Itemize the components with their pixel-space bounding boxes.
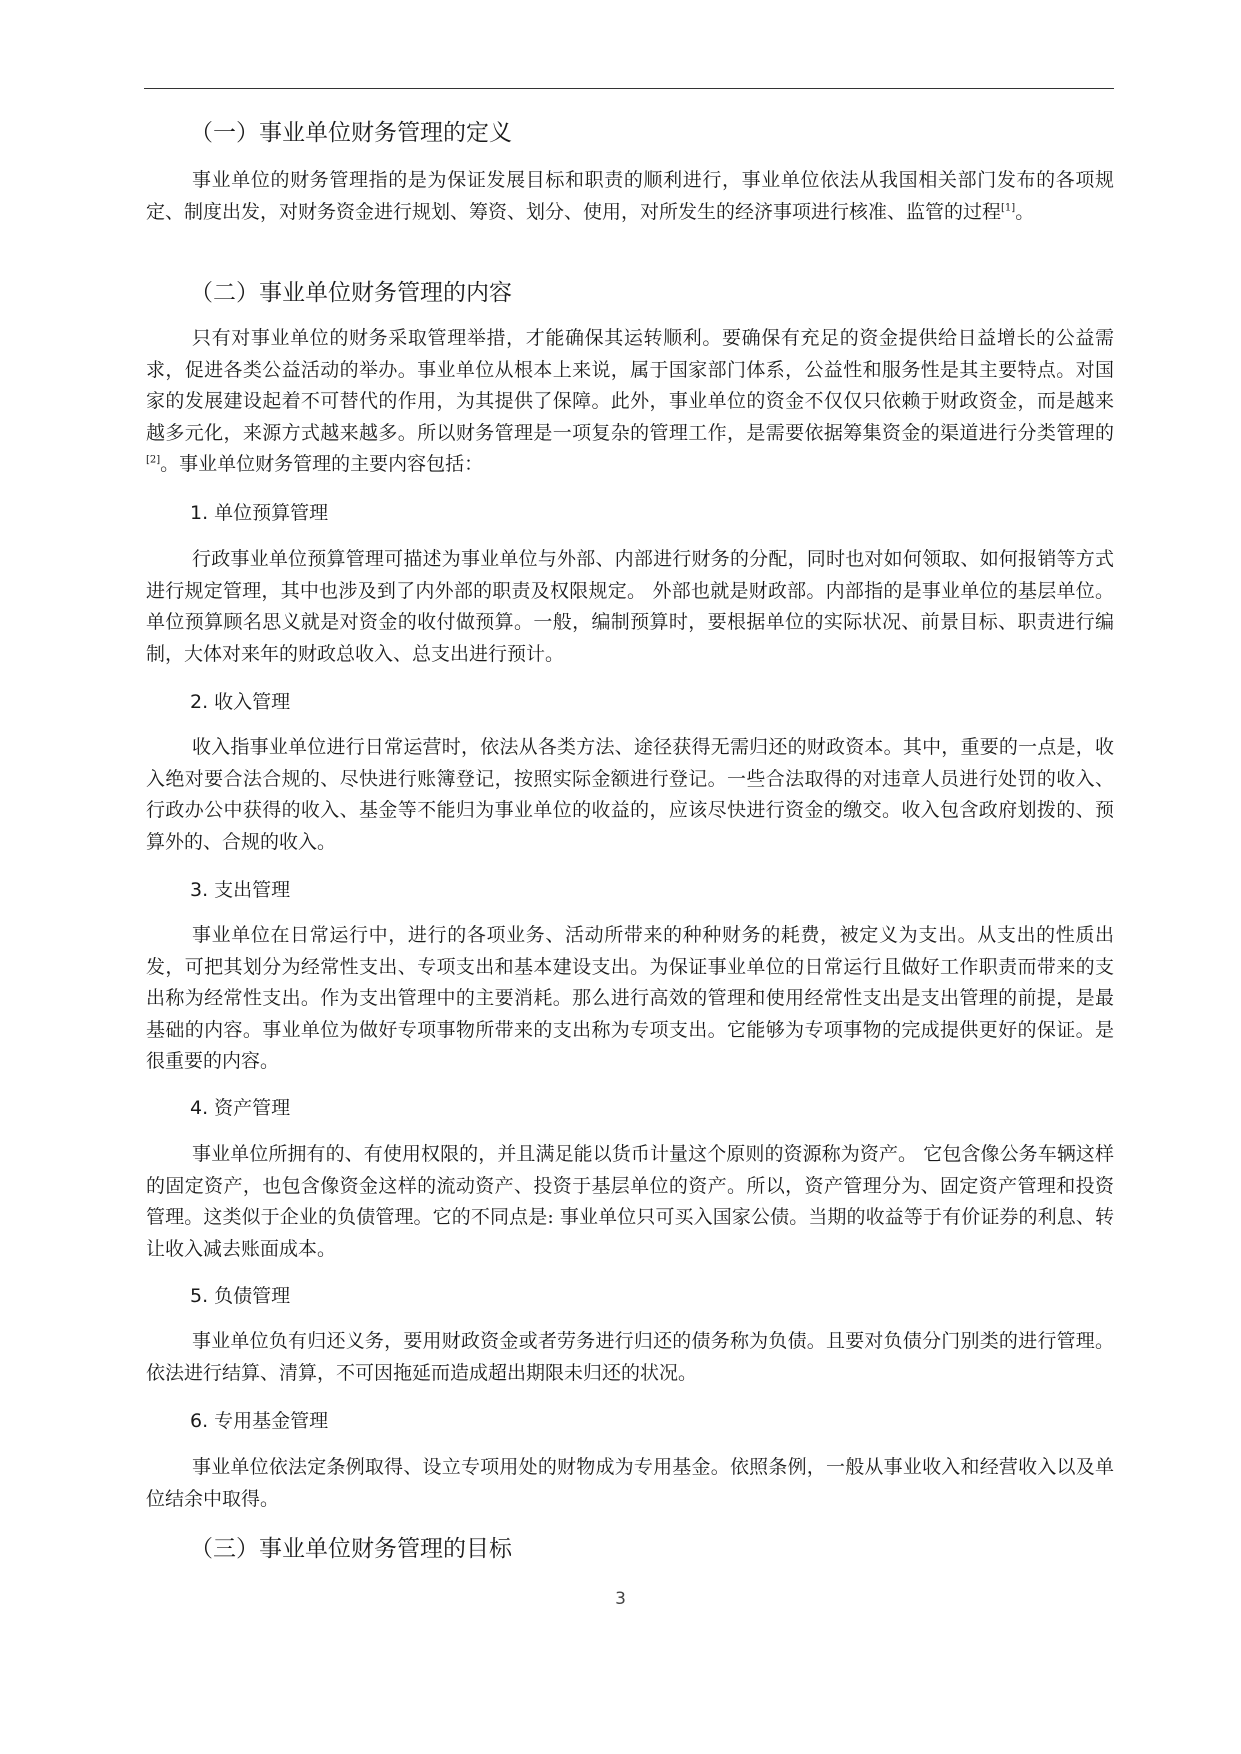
paragraph-budget: 行政事业单位预算管理可描述为事业单位与外部、内部进行财务的分配，同时也对如何领取、如何报销等方式进行规定管理，其中也涉及到了内外部的职责及权限规定。 外部也就是财政部。内部指的是事业单位的基层单位。单位预算顾名思义就是对资金的收付做预算。一般，编制预算时，要根据单位的实际状况、前景目标、职责进行编制，大体对来年的财政总收入、总支出进行预计。	[146, 548, 1114, 665]
item-heading-income: 2. 收入管理	[190, 691, 291, 713]
item-heading-budget: 1. 单位预算管理	[190, 502, 329, 524]
paragraph-end: 。事业单位财务管理的主要内容包括：	[160, 453, 484, 475]
item-heading-assets: 4. 资产管理	[190, 1097, 291, 1119]
paragraph-assets: 事业单位所拥有的、有使用权限的，并且满足能以货币计量这个原则的资源称为资产。 它包含像公务车辆这样的固定资产，也包含像资金这样的流动资产、投资于基层单位的资产。所以，资产管理分为、固定资产管理和投资管理。这类似于企业的负债管理。它的不同点是: 事业单位只可买入国家公债。当期的收益等于有价证券的利息、转让收入减去账面成本。	[146, 1143, 1114, 1260]
paragraph-text: 事业单位的财务管理指的是为保证发展目标和职责的顺利进行，事业单位依法从我国相关部门发布的各项规定、制度出发，对财务资金进行规划、筹资、划分、使用，对所发生的经济事项进行核准、监管的过程	[146, 169, 1114, 223]
item-heading-expenditure: 3. 支出管理	[190, 879, 291, 901]
paragraph-special-funds: 事业单位依法定条例取得、设立专项用处的财物成为专用基金。依照条例，一般从事业收入和经营收入以及单位结余中取得。	[146, 1456, 1114, 1510]
paragraph-liabilities: 事业单位负有归还义务，要用财政资金或者劳务进行归还的债务称为负债。且要对负债分门别类的进行管理。依法进行结算、清算，不可因拖延而造成超出期限未归还的状况。	[146, 1330, 1114, 1384]
paragraph-text: 只有对事业单位的财务采取管理举措，才能确保其运转顺利。要确保有充足的资金提供给日益增长的公益需求，促进各类公益活动的举办。事业单位从根本上来说，属于国家部门体系，公益性和服务性是其主要特点。对国家的发展建设起着不可替代的作用，为其提供了保障。此外，事业单位的资金不仅仅只依赖于财政资金，而是越来越多元化，来源方式越来越多。所以财务管理是一项复杂的管理工作，是需要依据筹集资金的渠道进行分类管理的	[146, 327, 1114, 444]
paragraph-expenditure: 事业单位在日常运行中，进行的各项业务、活动所带来的种种财务的耗费，被定义为支出。从支出的性质出发，可把其划分为经常性支出、专项支出和基本建设支出。为保证事业单位的日常运行且做好工作职责而带来的支出称为经常性支出。作为支出管理中的主要消耗。那么进行高效的管理和使用经常性支出是支出管理的前提，是最基础的内容。事业单位为做好专项事物所带来的支出称为专项支出。它能够为专项事物的完成提供更好的保证。是很重要的内容。	[146, 924, 1114, 1072]
paragraph-income: 收入指事业单位进行日常运营时，依法从各类方法、途径获得无需归还的财政资本。其中，重要的一点是，收入绝对要合法合规的、尽快进行账簿登记，按照实际金额进行登记。一些合法取得的对违章人员进行处罚的收入、行政办公中获得的收入、基金等不能归为事业单位的收益的，应该尽快进行资金的缴交。收入包含政府划拨的、预算外的、合规的收入。	[146, 736, 1114, 853]
header-rule	[144, 88, 1114, 89]
section-heading-1: （一）事业单位财务管理的定义	[190, 120, 512, 146]
page-number: 3	[615, 1589, 626, 1609]
citation: [1]	[1001, 202, 1016, 214]
item-heading-special-funds: 6. 专用基金管理	[190, 1410, 329, 1432]
section-heading-3: （三）事业单位财务管理的目标	[190, 1536, 512, 1562]
paragraph-definition	[146, 165, 1114, 228]
paragraph-end: 。	[1015, 200, 1035, 223]
item-heading-liabilities: 5. 负债管理	[190, 1285, 291, 1307]
section-heading-2: （二）事业单位财务管理的内容	[190, 280, 512, 306]
citation: [2]	[146, 454, 161, 466]
paragraph-content	[146, 323, 1114, 481]
